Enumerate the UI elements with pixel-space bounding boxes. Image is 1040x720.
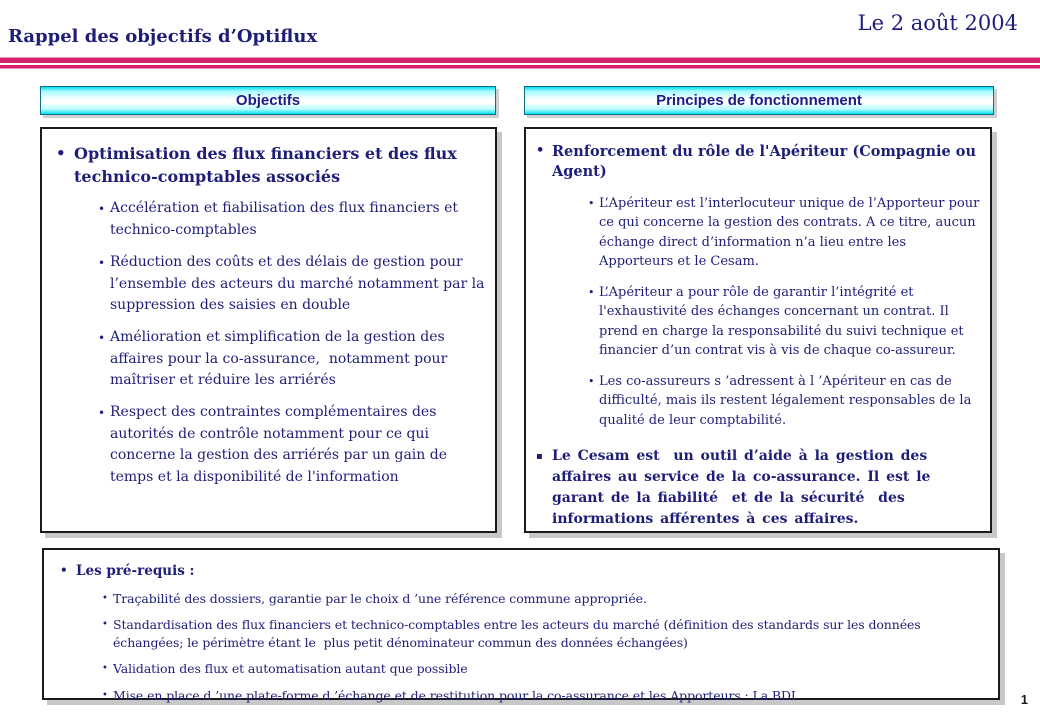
objectives-item-text: Respect des contraintes complémentaires des autorités de contrôle notamment pour ce qui concerne la gestion des arriérés par un gain de temps et la disponibilité de l'information — [110, 403, 452, 485]
bullet-dot-icon: • — [588, 374, 595, 388]
bullet-dot-icon: • — [102, 689, 108, 701]
bullet-dot-icon: • — [98, 405, 106, 420]
principles-box — [524, 127, 992, 533]
page-number: 1 — [1020, 692, 1028, 707]
prerequisites-item-text: Traçabilité des dossiers, garantie par le choix d ’une référence commune appropriée. — [113, 590, 647, 606]
objectives-item-text: Amélioration et simplification de la gestion des affaires pour la co-assurance, notamment pour maîtriser et réduire les arriérés — [110, 328, 452, 389]
objectives-item — [98, 327, 491, 392]
principles-item-text: L’Apériteur est l’interlocuteur unique de l’Apporteur pour ce qui concerne la gestion des contrats. A ce titre, aucun échange direct d’information n’a lieu entre les Apporteurs et le Cesam. — [599, 195, 984, 270]
bullet-dot-icon: • — [98, 202, 106, 217]
objectives-box — [40, 127, 497, 533]
objectives-item — [98, 198, 491, 241]
bullet-dot-icon: • — [60, 563, 68, 577]
principles-lead-text: Renforcement du rôle de l'Apériteur (Compagnie ou Agent) — [552, 143, 982, 181]
objectives-item-text: Réduction des coûts et des délais de gestion pour l’ensemble des acteurs du marché notamment par la suppression des saisies en double — [110, 253, 489, 314]
objectives-item — [98, 402, 491, 489]
title-divider — [0, 57, 1040, 69]
prerequisites-item-text: Standardisation des flux financiers et technico-comptables entre les acteurs du marché (définition des standards sur les données échangées; le périmètre étant le plus petit dénominateur commun des données échangées) — [113, 617, 925, 650]
principles-header — [524, 86, 994, 115]
prerequisites-box — [42, 548, 1000, 703]
principles-item — [588, 283, 982, 361]
principles-item-text: Les co-assureurs s ’adressent à l ’Apériteur en cas de difficulté, mais ils restent légalement responsables de la qualité de leur comptabilité. — [599, 373, 976, 428]
principles-header-label: Principes de fonctionnement — [656, 92, 862, 109]
principles-lead-bullet — [536, 142, 984, 183]
objectives-item — [98, 252, 491, 317]
bullet-dot-icon: • — [102, 663, 108, 675]
prerequisites-item — [102, 660, 990, 678]
divider-line-light-bottom — [0, 68, 1040, 69]
prerequisites-item — [102, 687, 990, 705]
date-label: Le 2 août 2004 — [857, 11, 1018, 35]
objectives-header-label: Objectifs — [235, 92, 301, 109]
page-title: Rappel des objectifs d’Optiflux — [8, 26, 318, 47]
prerequisites-item-text: Validation des flux et automatisation autant que possible — [113, 661, 468, 677]
bullet-dot-icon: • — [98, 330, 106, 345]
cesam-closing-text: Le Cesam est un outil d’aide à la gestion des affaires au service de la co-assurance. Il est le garant de la fiabilité et de la sécurité des informations afférentes à ces affaires. — [552, 448, 938, 528]
bullet-dot-icon: • — [536, 143, 545, 158]
prerequisites-lead-text: Les pré-requis : — [76, 563, 195, 579]
prerequisites-item — [102, 616, 990, 651]
bullet-dot-icon: • — [102, 619, 108, 631]
prerequisites-item — [102, 590, 990, 608]
objectives-item-text: Accélération et fiabilisation des flux financiers et technico-comptables — [110, 200, 463, 239]
objectives-header — [40, 86, 496, 115]
objectives-lead-text: Optimisation des flux financiers et des flux technico-comptables associés — [74, 144, 463, 186]
cesam-closing-bullet — [536, 446, 984, 530]
principles-item — [588, 372, 982, 431]
bullet-dot-icon: • — [588, 196, 595, 210]
principles-item-text: L’Apériteur a pour rôle de garantir l’intégrité et l'exhaustivité des échanges concernant un contrat. Il prend en charge la responsabilité du suivi technique et financier d’un contrat vis à vis de chaque co-assureur. — [599, 284, 968, 359]
bullet-dot-icon: • — [102, 592, 108, 604]
bullet-dot-icon: • — [56, 144, 66, 162]
bullet-square-icon: ▪ — [536, 451, 543, 463]
objectives-lead-bullet — [56, 143, 487, 188]
principles-item — [588, 194, 982, 272]
prerequisites-lead-bullet — [60, 563, 992, 581]
bullet-dot-icon: • — [98, 255, 106, 270]
bullet-dot-icon: • — [588, 285, 595, 299]
prerequisites-item-text: Mise en place d ’une plate-forme d ’échange et de restitution pour la co-assurance et les Apporteurs : La BDI — [113, 687, 796, 703]
